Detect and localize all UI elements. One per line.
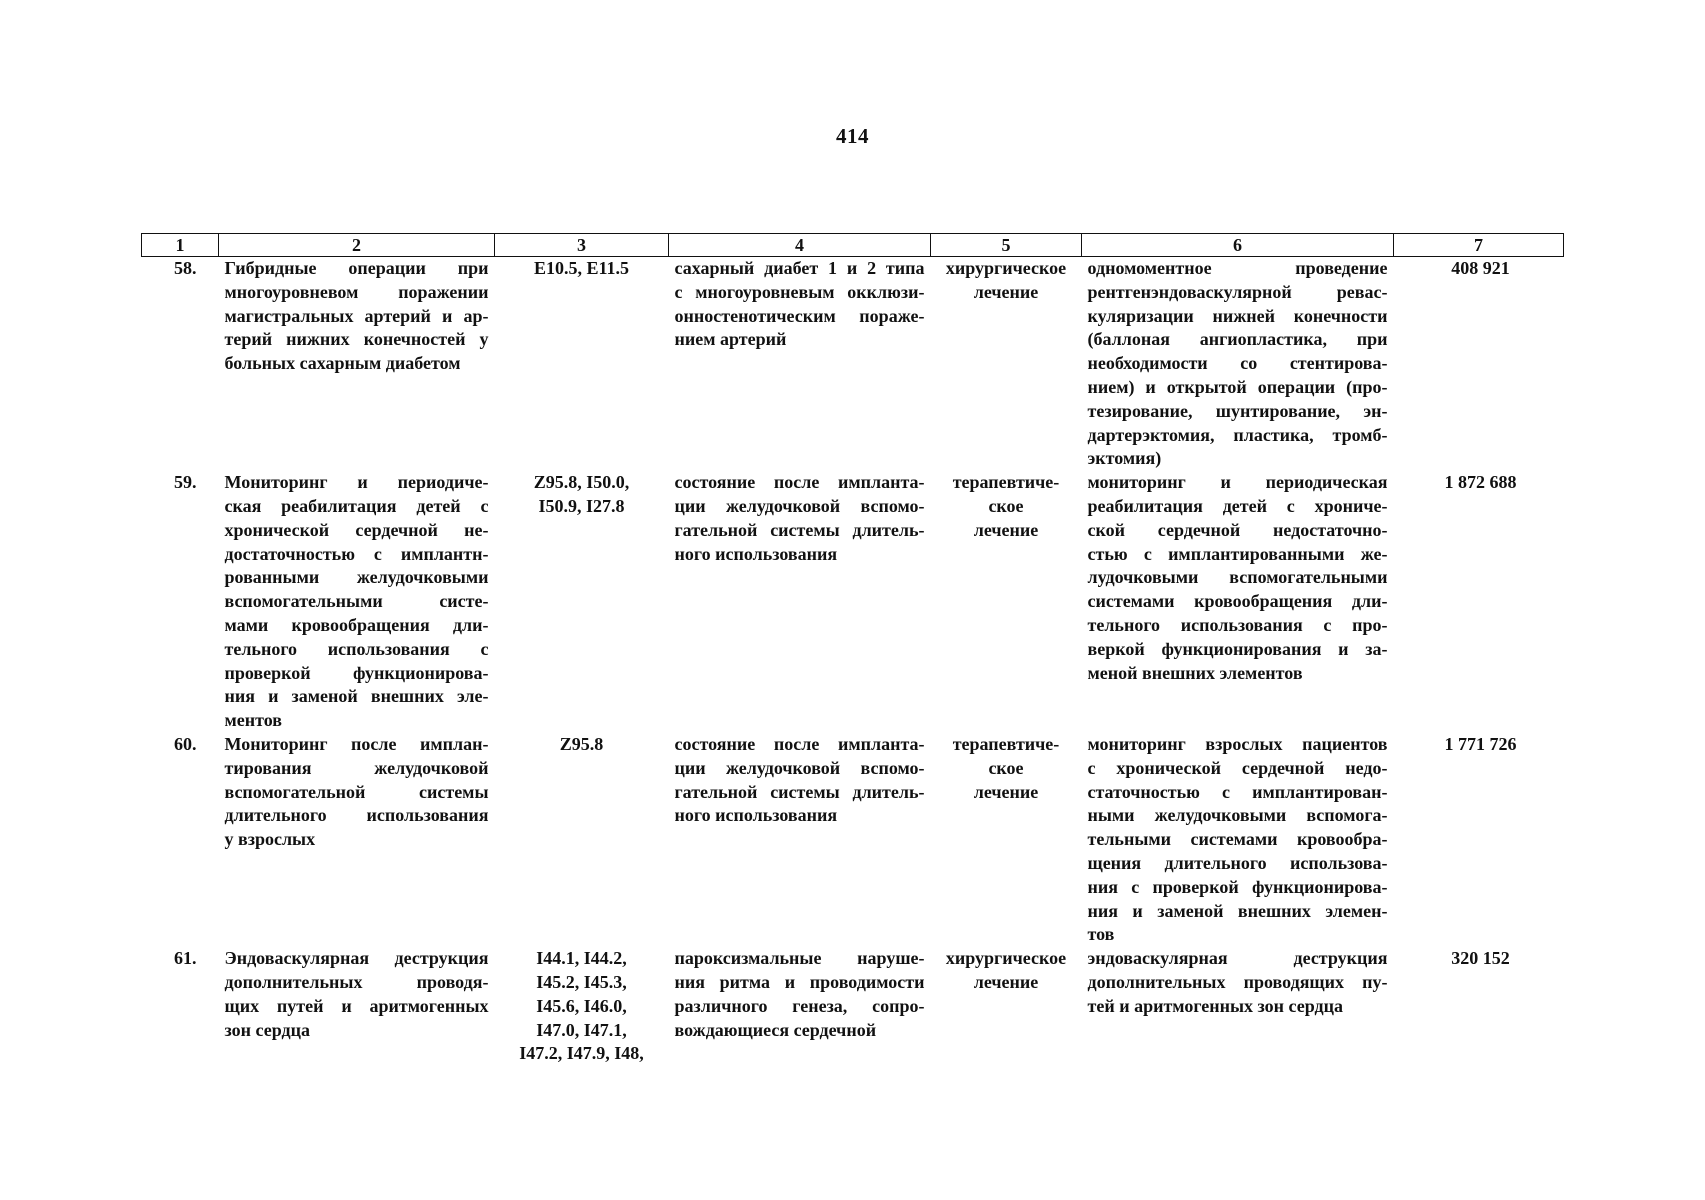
service-name-line: проверкой функционирова- (224, 662, 489, 683)
patient-model-line: гательной системы длитель- (674, 519, 925, 540)
treatment-type-cell (931, 733, 1082, 947)
service-name-line: магистральных артерий и ар- (224, 305, 489, 326)
header-col-6: 6 (1082, 234, 1394, 257)
icd-codes-cell (495, 471, 669, 733)
treatment-method-line: стью с имплантированными же- (1087, 543, 1388, 564)
treatment-type-line: лечение (973, 281, 1039, 302)
patient-model-line: ции желудочковой вспомо- (674, 757, 925, 778)
icd-codes-line: I47.2, I47.9, I48, (519, 1043, 644, 1064)
icd-codes-line: Z95.8 (559, 733, 604, 754)
service-name-line: Мониторинг после имплан- (224, 733, 489, 754)
service-name-line: Мониторинг и периодиче- (224, 472, 489, 493)
treatment-method-line: эктомия) (1087, 448, 1162, 469)
row-number-cell: 58. (174, 258, 197, 278)
treatment-method-line: (баллоная ангиопластика, при (1087, 329, 1388, 350)
price-value-cell: 1 771 726 (1444, 733, 1517, 754)
treatment-method-line: дартерэктомия, пластика, тромб- (1087, 424, 1388, 445)
header-col-1: 1 (142, 234, 219, 257)
row-number-cell: 61. (174, 948, 197, 969)
treatment-method-line: лудочковыми вспомогательными (1087, 567, 1388, 588)
treatment-method-cell (1082, 471, 1394, 733)
patient-model-line: ции желудочковой вспомо- (674, 495, 925, 516)
patient-model-line: различного генеза, сопро- (674, 995, 925, 1016)
treatment-method-line: системами кровообращения дли- (1087, 591, 1388, 612)
treatment-type-line: ское (988, 495, 1024, 516)
patient-model-line: вождающиеся сердечной (674, 1019, 877, 1040)
service-name-line: Эндоваскулярная деструкция (224, 948, 489, 969)
table-row (142, 733, 1564, 947)
service-name-cell (219, 733, 495, 947)
service-name-line: ская реабилитация детей с (224, 495, 489, 516)
header-col-2: 2 (219, 234, 495, 257)
treatment-method-cell (1082, 733, 1394, 947)
treatment-type-line: ское (988, 757, 1024, 778)
patient-model-line: состояние после импланта- (674, 733, 925, 754)
treatment-method-line: меной внешних элементов (1087, 662, 1303, 683)
service-name-line: у взрослых (224, 829, 316, 850)
service-name-cell (219, 947, 495, 1066)
icd-codes-line: I45.6, I46.0, (536, 995, 627, 1016)
icd-codes-cell (495, 257, 669, 472)
services-table (141, 233, 1564, 1066)
price-value-cell: 1 872 688 (1444, 472, 1517, 493)
treatment-type-cell (931, 471, 1082, 733)
treatment-method-line: тельного использования с про- (1087, 614, 1388, 635)
table-row (142, 471, 1564, 733)
treatment-method-line: ными желудочковыми вспомога- (1087, 805, 1388, 826)
icd-codes-line: I50.9, I27.8 (538, 495, 625, 516)
header-row (142, 234, 1564, 257)
service-name-line: Гибридные операции при (224, 258, 489, 278)
header-col-5: 5 (931, 234, 1082, 257)
patient-model-line: состояние после импланта- (674, 472, 925, 493)
patient-model-line: пароксизмальные наруше- (674, 948, 925, 969)
table-row (142, 947, 1564, 1066)
service-name-line: рованными желудочковыми (224, 567, 489, 588)
service-name-line: вспомогательной системы (224, 781, 489, 802)
icd-codes-cell (495, 947, 669, 1066)
patient-model-line: сахарный диабет 1 и 2 типа (674, 258, 925, 278)
treatment-method-line: тезирование, шунтирование, эн- (1087, 400, 1388, 421)
treatment-method-line: щения длительного использова- (1087, 852, 1388, 873)
patient-model-line: онностенотическим пораже- (674, 305, 925, 326)
table-row (142, 257, 1564, 472)
treatment-type-line: хирургическое (945, 258, 1067, 278)
icd-codes-line: I45.2, I45.3, (536, 971, 627, 992)
service-name-line: больных сахарным диабетом (224, 353, 461, 374)
treatment-type-cell (931, 257, 1082, 472)
service-name-line: щих путей и аритмогенных (224, 995, 489, 1016)
treatment-method-line: нием) и открытой операции (про- (1087, 376, 1388, 397)
row-number-cell: 60. (174, 733, 197, 754)
treatment-method-line: мониторинг взрослых пациентов (1087, 733, 1388, 754)
patient-model-line: с многоуровневым окклюзи- (674, 281, 925, 302)
treatment-method-line: тей и аритмогенных зон сердца (1087, 995, 1343, 1016)
treatment-method-line: куляризации нижней конечности (1087, 305, 1388, 326)
service-name-line: хронической сердечной не- (224, 519, 489, 540)
icd-codes-line: I47.0, I47.1, (536, 1019, 627, 1040)
header-col-4: 4 (669, 234, 931, 257)
service-name-line: зон сердца (224, 1019, 310, 1040)
patient-model-cell (669, 733, 931, 947)
patient-model-line: гательной системы длитель- (674, 781, 925, 802)
patient-model-line: ного использования (674, 805, 838, 826)
service-name-line: тельного использования с (224, 638, 489, 659)
icd-codes-line: E10.5, E11.5 (533, 258, 630, 278)
page-number: 414 (836, 124, 869, 148)
treatment-method-cell (1082, 947, 1394, 1066)
price-value-cell: 320 152 (1451, 948, 1510, 969)
treatment-type-line: лечение (973, 971, 1039, 992)
treatment-type-line: лечение (973, 781, 1039, 802)
treatment-type-line: лечение (973, 519, 1039, 540)
patient-model-line: ния ритма и проводимости (674, 971, 925, 992)
service-name-line: длительного использования (224, 805, 489, 826)
treatment-method-line: реабилитация детей с хрониче- (1087, 495, 1388, 516)
service-name-line: дополнительных проводя- (224, 971, 489, 992)
treatment-method-line: эндоваскулярная деструкция (1087, 948, 1388, 969)
service-name-line: многоуровневом поражении (224, 281, 489, 302)
treatment-method-line: мониторинг и периодическая (1087, 472, 1388, 493)
header-col-3: 3 (495, 234, 669, 257)
treatment-method-line: статочностью с имплантирован- (1087, 781, 1388, 802)
service-name-line: достаточностью с имплантн- (224, 543, 489, 564)
icd-codes-cell (495, 733, 669, 947)
treatment-method-line: веркой функционирования и за- (1087, 638, 1388, 659)
service-name-line: ментов (224, 710, 282, 731)
treatment-method-line: дополнительных проводящих пу- (1087, 971, 1388, 992)
service-name-line: терий нижних конечностей у (224, 329, 489, 350)
patient-model-line: ного использования (674, 543, 838, 564)
icd-codes-line: I44.1, I44.2, (536, 948, 627, 969)
treatment-method-cell (1082, 257, 1394, 472)
row-number-cell: 59. (174, 472, 197, 493)
price-value-cell: 408 921 (1451, 258, 1510, 278)
treatment-method-line: тельными системами кровообра- (1087, 829, 1388, 850)
service-name-line: мами кровообращения дли- (224, 614, 489, 635)
service-name-line: вспомогательными систе- (224, 591, 489, 612)
table-header (142, 234, 1564, 257)
header-col-7: 7 (1394, 234, 1564, 257)
patient-model-cell (669, 257, 931, 472)
patient-model-line: нием артерий (674, 329, 787, 350)
icd-codes-line: Z95.8, I50.0, (533, 472, 630, 493)
treatment-type-cell (931, 947, 1082, 1066)
service-name-cell (219, 257, 495, 472)
treatment-method-line: ния с проверкой функционирова- (1087, 876, 1388, 897)
treatment-type-line: хирургическое (945, 948, 1067, 969)
service-name-cell (219, 471, 495, 733)
treatment-method-line: с хронической сердечной недо- (1087, 757, 1388, 778)
treatment-method-line: ской сердечной недостаточно- (1087, 519, 1388, 540)
treatment-method-line: тов (1087, 924, 1115, 945)
patient-model-cell (669, 471, 931, 733)
treatment-method-line: необходимости со стентирова- (1087, 353, 1388, 374)
patient-model-cell (669, 947, 931, 1066)
treatment-method-line: рентгенэндоваскулярной ревас- (1087, 281, 1388, 302)
treatment-method-line: одномоментное проведение (1087, 258, 1388, 278)
service-name-line: тирования желудочковой (224, 757, 489, 778)
table-body (142, 257, 1564, 1067)
service-name-line: ния и заменой внешних эле- (224, 686, 489, 707)
treatment-type-line: терапевтиче- (952, 733, 1060, 754)
treatment-type-line: терапевтиче- (952, 472, 1060, 493)
treatment-method-line: ния и заменой внешних элемен- (1087, 900, 1388, 921)
